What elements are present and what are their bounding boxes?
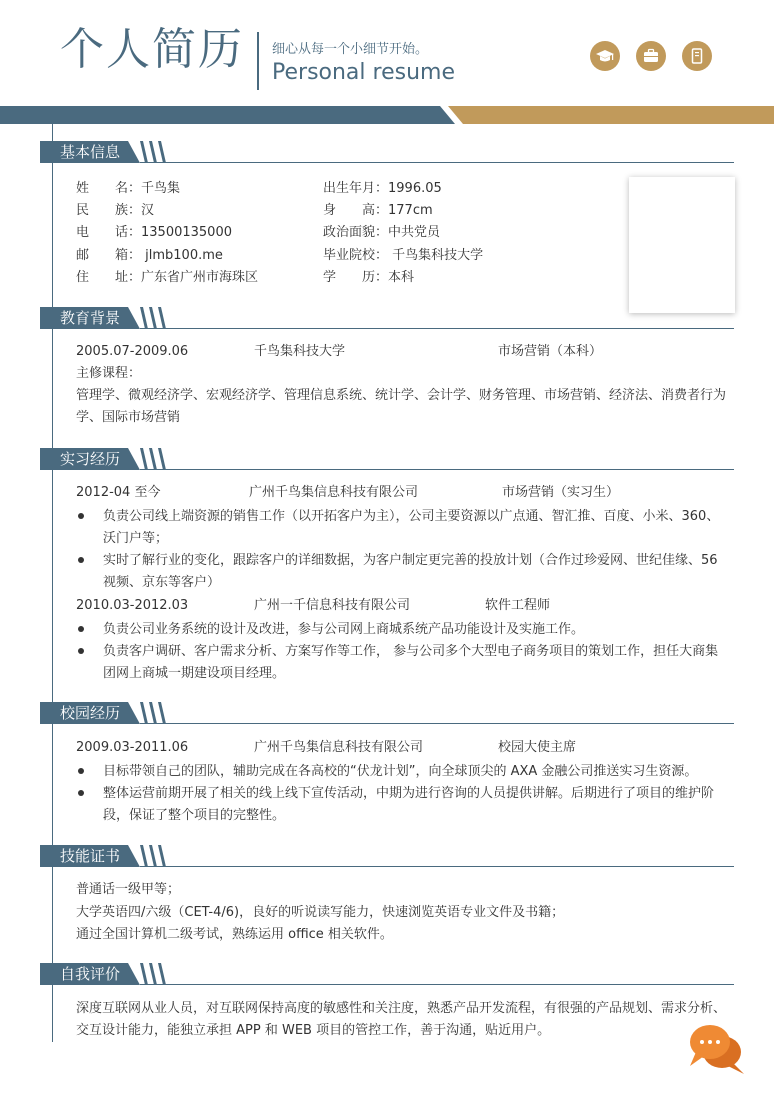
- section-rule: [140, 469, 734, 470]
- job-bullet: 负责公司业务系统的设计及改进，参与公司网上商城系统产品功能设计及实施工作。: [103, 622, 585, 637]
- section-education-header: [40, 307, 160, 329]
- job-bullet: 实时了解行业的变化，跟踪客户的详细数据，为客户制定更完善的投放计划（合作过珍爱网、世纪佳缘、56视频、京东等客户）: [103, 553, 718, 590]
- page-title: 个人简历: [60, 24, 244, 75]
- section-internship-title: 实习经历: [60, 450, 121, 468]
- photo-placeholder: [629, 177, 735, 313]
- job-bullet: 负责公司线上端资源的销售工作（以开拓客户为主），公司主要资源以广点通、智汇推、百度、小米、360、沃门户等；: [103, 509, 720, 546]
- self-evaluation: 深度互联网从业人员，对互联网保持高度的敏感性和关注度，熟悉产品开发流程，有很强的产品规划、需求分析、交互设计能力，能独立承担 APP 和 WEB 项目的管控工作，善于沟通，贴近用户。: [76, 1001, 727, 1038]
- info-row: 政治面貌：中共党员: [323, 225, 441, 240]
- info-row: 毕业院校： 千鸟集科技大学: [323, 248, 484, 263]
- job-bullet: 负责客户调研、客户需求分析、方案写作等工作， 参与公司多个大型电子商务项目的策划工作，担任大商集团网上商城一期建设项目经理。: [103, 644, 719, 681]
- info-row: 电 话：13500135000: [76, 225, 232, 240]
- id-badge-icon: [682, 41, 712, 71]
- header-band-blue: [0, 106, 455, 124]
- skill-item: 普通话一级甲等；: [76, 882, 181, 897]
- campus-period: 2009.03-2011.06: [76, 740, 189, 755]
- graduation-cap-icon: [590, 41, 620, 71]
- job-role: 软件工程师: [485, 598, 551, 613]
- info-row: 姓 名：千鸟集: [76, 181, 181, 196]
- bullet: [78, 557, 84, 563]
- campus-bullet: 整体运营前期开展了相关的线上线下宣传活动，中期为进行咨询的人员提供讲解。后期进行了项目的维护阶段，保证了整个项目的完整性。: [103, 786, 715, 823]
- info-row: 出生年月：1996.05: [323, 181, 442, 196]
- timeline-line: [52, 124, 53, 1042]
- chat-bubbles-icon: [688, 1022, 748, 1077]
- info-row: 学 历：本科: [323, 270, 415, 285]
- job-company: 广州一千信息科技有限公司: [254, 598, 411, 613]
- section-basic-title: 基本信息: [60, 143, 121, 161]
- section-skills-title: 技能证书: [60, 847, 121, 865]
- title-divider: [257, 32, 259, 90]
- section-internship-header: [40, 448, 160, 470]
- edu-school: 千鸟集科技大学: [254, 344, 346, 359]
- bullet: [78, 790, 84, 796]
- bullet: [78, 626, 84, 632]
- section-skills-header: [40, 845, 160, 867]
- bullet: [78, 768, 84, 774]
- section-campus-header: [40, 702, 160, 724]
- subtitle-cn: 细心从每一个小细节开始。: [272, 42, 429, 57]
- campus-role: 校园大使主席: [498, 740, 577, 755]
- section-self-title: 自我评价: [60, 965, 121, 983]
- section-rule: [140, 328, 734, 329]
- job-company: 广州千鸟集信息科技有限公司: [249, 485, 419, 500]
- job-period: 2010.03-2012.03: [76, 598, 189, 613]
- section-rule: [140, 866, 734, 867]
- section-self-header: [40, 963, 160, 985]
- info-row: 身 高：177cm: [323, 203, 433, 218]
- campus-bullet: 目标带领自己的团队，辅助完成在各高校的“伏龙计划”，向全球顶尖的 AXA 金融公司推送实习生资源。: [103, 764, 698, 779]
- job-period: 2012-04 至今: [76, 485, 161, 500]
- skill-item: 通过全国计算机二级考试，熟练运用 office 相关软件。: [76, 927, 393, 942]
- edu-courses: 管理学、微观经济学、宏观经济学、管理信息系统、统计学、会计学、财务管理、市场营销、经济法、消费者行为学、国际市场营销: [76, 388, 727, 425]
- job-role: 市场营销（实习生）: [502, 485, 620, 500]
- header-band-gold: [448, 106, 774, 124]
- edu-major: 市场营销（本科）: [498, 344, 603, 359]
- briefcase-icon: [636, 41, 666, 71]
- info-row: 住 址：广东省广州市海珠区: [76, 270, 259, 285]
- skill-item: 大学英语四/六级（CET-4/6)，良好的听说读写能力，快速浏览英语专业文件及书籍；: [76, 905, 565, 920]
- section-campus-title: 校园经历: [60, 704, 121, 722]
- section-rule: [140, 984, 734, 985]
- bullet: [78, 648, 84, 654]
- edu-period: 2005.07-2009.06: [76, 344, 189, 359]
- section-rule: [140, 723, 734, 724]
- info-row: 邮 箱： jlmb100.me: [76, 248, 223, 263]
- campus-org: 广州千鸟集信息科技有限公司: [254, 740, 424, 755]
- bullet: [78, 513, 84, 519]
- section-basic-header: [40, 141, 160, 163]
- subtitle-en: Personal resume: [272, 60, 455, 85]
- info-row: 民 族：汉: [76, 203, 155, 218]
- edu-courses-label: 主修课程：: [76, 366, 142, 381]
- section-education-title: 教育背景: [60, 309, 121, 327]
- section-rule: [140, 162, 734, 163]
